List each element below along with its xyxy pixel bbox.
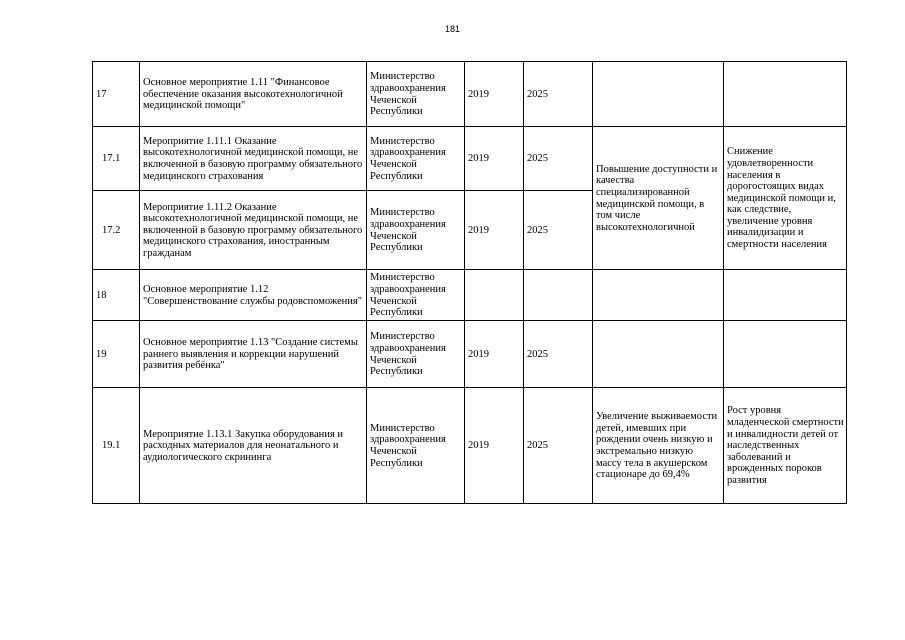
executor: Министерство здравоохранения Чеченской Республики <box>367 191 465 270</box>
expected-result <box>593 62 724 127</box>
executor: Министерство здравоохранения Чеченской Республики <box>367 127 465 191</box>
table-row-19-1 <box>93 388 847 504</box>
row-number: 17 <box>93 62 140 127</box>
table-row-18 <box>93 270 847 321</box>
start-year: 2019 <box>465 127 524 191</box>
row-number: 17.2 <box>93 191 140 270</box>
end-year: 2025 <box>524 388 593 504</box>
non-implementation-consequence <box>724 62 847 127</box>
non-implementation-consequence <box>724 270 847 321</box>
expected-result: Повышение доступности и качества специализированной медицинской помощи, в том числе высокотехнологичной <box>593 127 724 270</box>
end-year: 2025 <box>524 191 593 270</box>
event-name: Мероприятие 1.11.1 Оказание высокотехнологичной медицинской помощи, не включенной в базовую программу обязательного медицинского страхования <box>140 127 367 191</box>
end-year: 2025 <box>524 127 593 191</box>
program-events-table <box>92 61 847 504</box>
event-name: Мероприятие 1.13.1 Закупка оборудования и расходных материалов для неонатального и аудиологического скрининга <box>140 388 367 504</box>
table-row-19 <box>93 321 847 388</box>
executor: Министерство здравоохранения Чеченской Республики <box>367 62 465 127</box>
executor: Министерство здравоохранения Чеченской Республики <box>367 388 465 504</box>
end-year: 2025 <box>524 62 593 127</box>
row-number: 19 <box>93 321 140 388</box>
start-year: 2019 <box>465 388 524 504</box>
non-implementation-consequence: Рост уровня младенческой смертности и инвалидности детей от наследственных заболеваний и врожденных пороков развития <box>724 388 847 504</box>
non-implementation-consequence <box>724 321 847 388</box>
start-year: 2019 <box>465 321 524 388</box>
row-number: 18 <box>93 270 140 321</box>
table-row-17 <box>93 62 847 127</box>
expected-result <box>593 321 724 388</box>
row-number: 19.1 <box>93 388 140 504</box>
start-year: 2019 <box>465 62 524 127</box>
executor: Министерство здравоохранения Чеченской Республики <box>367 270 465 321</box>
expected-result: Увеличение выживаемости детей, имевших при рождении очень низкую и экстремально низкую массу тела в акушерском стационаре до 69,4% <box>593 388 724 504</box>
event-name: Мероприятие 1.11.2 Оказание высокотехнологичной медицинской помощи, не включенной в базовую программу обязательного медицинского страхования, иностранным гражданам <box>140 191 367 270</box>
event-name: Основное мероприятие 1.11 "Финансовое обеспечение оказания высокотехнологичной медицинской помощи" <box>140 62 367 127</box>
executor: Министерство здравоохранения Чеченской Республики <box>367 321 465 388</box>
page-number: 181 <box>444 24 461 34</box>
start-year <box>465 270 524 321</box>
end-year <box>524 270 593 321</box>
non-implementation-consequence: Снижение удовлетворенности населения в дорогостоящих видах медицинской помощи и, как следствие, увеличение уровня инвалидизации и смертности населения <box>724 127 847 270</box>
event-name: Основное мероприятие 1.12 "Совершенствование службы родовспоможения" <box>140 270 367 321</box>
start-year: 2019 <box>465 191 524 270</box>
event-name: Основное мероприятие 1.13 "Создание системы раннего выявления и коррекции нарушений развития ребёнка" <box>140 321 367 388</box>
expected-result <box>593 270 724 321</box>
table-row-17-1 <box>93 127 847 191</box>
row-number: 17.1 <box>93 127 140 191</box>
end-year: 2025 <box>524 321 593 388</box>
